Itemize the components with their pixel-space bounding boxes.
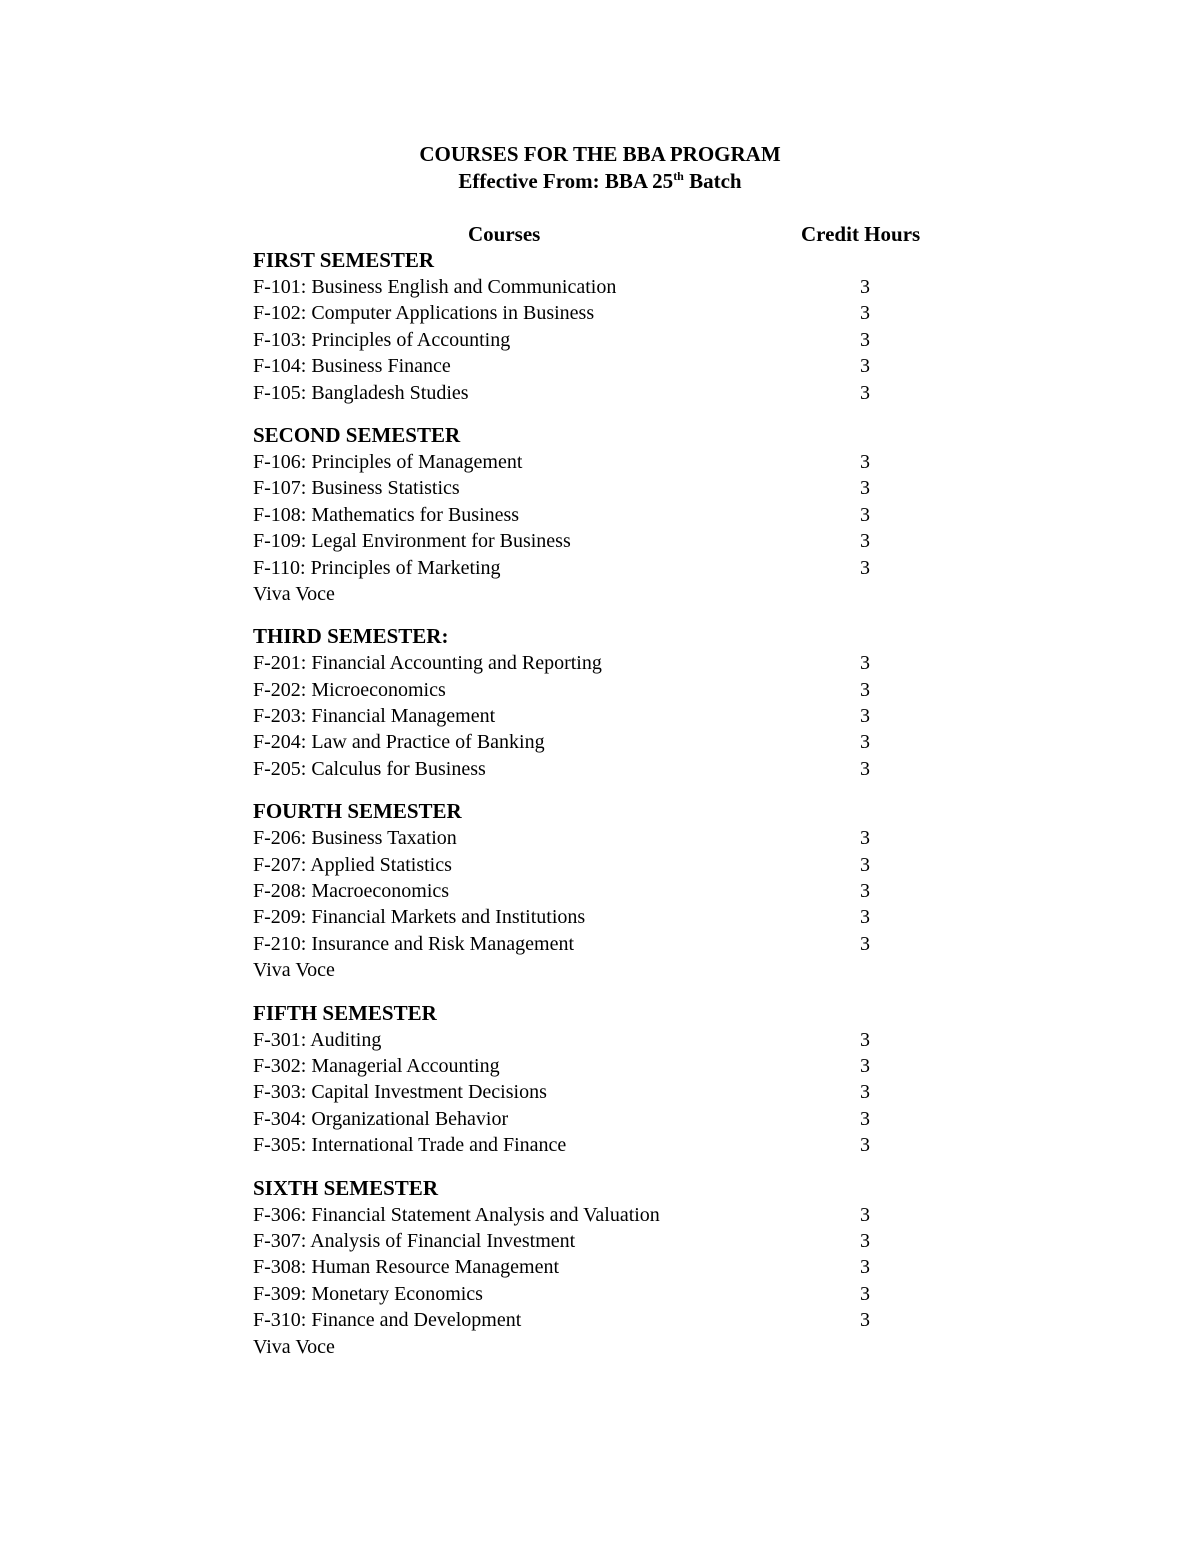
- course-credits: 3: [860, 1256, 870, 1279]
- course-name: F-207: Applied Statistics: [253, 853, 452, 876]
- course-credits: 3: [860, 827, 870, 850]
- course-name: F-103: Principles of Accounting: [253, 328, 511, 351]
- semester-sixth: [253, 1175, 953, 1360]
- semester-fifth: [253, 1000, 953, 1159]
- course-credits: 3: [860, 906, 870, 929]
- course-name: Viva Voce: [253, 959, 335, 982]
- course-name: F-304: Organizational Behavior: [253, 1107, 509, 1130]
- course-name: F-104: Business Finance: [253, 355, 451, 378]
- course-name: F-202: Microeconomics: [253, 678, 446, 701]
- course-row-viva-voce: [253, 1334, 953, 1360]
- course-name: F-110: Principles of Marketing: [253, 556, 501, 579]
- semester-title: SECOND SEMESTER: [253, 422, 461, 447]
- semester-first: [253, 247, 953, 406]
- document-header: [0, 141, 1200, 195]
- course-credits: 3: [860, 880, 870, 903]
- course-name: F-310: Finance and Development: [253, 1309, 522, 1332]
- course-row: [253, 1027, 953, 1053]
- semester-title: FIRST SEMESTER: [253, 248, 435, 272]
- course-name: F-205: Calculus for Business: [253, 757, 486, 780]
- course-row: [253, 677, 953, 703]
- course-row: [253, 449, 953, 475]
- course-name: F-302: Managerial Accounting: [253, 1054, 500, 1077]
- course-row: [253, 1307, 953, 1333]
- course-name: F-203: Financial Management: [253, 705, 496, 728]
- course-credits: 3: [860, 757, 870, 780]
- course-name: Viva Voce: [253, 1335, 335, 1358]
- course-row: [253, 1228, 953, 1254]
- course-row-viva-voce: [253, 957, 953, 983]
- course-credits: 3: [860, 1309, 870, 1332]
- course-name: F-308: Human Resource Management: [253, 1256, 560, 1279]
- course-name: F-301: Auditing: [253, 1028, 382, 1051]
- course-row: [253, 825, 953, 851]
- course-name: F-108: Mathematics for Business: [253, 503, 520, 526]
- course-row: [253, 852, 953, 878]
- semester-title: FOURTH SEMESTER: [253, 799, 462, 824]
- course-credits: 3: [860, 355, 870, 378]
- course-name: F-209: Financial Markets and Institutions: [253, 906, 586, 929]
- course-name: F-210: Insurance and Risk Management: [253, 932, 575, 955]
- course-name: F-204: Law and Practice of Banking: [253, 731, 545, 754]
- subtitle-suffix: Batch: [683, 169, 742, 193]
- course-row: [253, 931, 953, 957]
- course-name: F-107: Business Statistics: [253, 477, 460, 500]
- course-row: [253, 878, 953, 904]
- semester-second: [253, 422, 953, 607]
- semester-third: [253, 623, 953, 782]
- course-credits: 3: [860, 853, 870, 876]
- course-name: F-303: Capital Investment Decisions: [253, 1081, 547, 1104]
- course-row: [253, 502, 953, 528]
- course-credits: 3: [860, 530, 870, 553]
- course-name: F-102: Computer Applications in Business: [253, 302, 595, 325]
- course-row: [253, 353, 953, 379]
- course-row: [253, 327, 953, 353]
- course-row: [253, 528, 953, 554]
- course-credits: 3: [860, 731, 870, 754]
- course-name: F-101: Business English and Communication: [253, 276, 617, 298]
- course-row: [253, 1132, 953, 1158]
- course-credits: 3: [860, 381, 870, 404]
- course-name: F-105: Bangladesh Studies: [253, 381, 469, 404]
- course-name: F-309: Monetary Economics: [253, 1282, 483, 1305]
- column-header-credit-hours: Credit Hours: [801, 222, 921, 246]
- course-row: [253, 555, 953, 581]
- course-credits: 3: [860, 450, 870, 473]
- course-credits: 3: [860, 1282, 870, 1305]
- course-row: [253, 274, 953, 300]
- course-credits: 3: [860, 678, 870, 701]
- subtitle-prefix: Effective From: BBA 25: [458, 169, 674, 193]
- course-row: [253, 380, 953, 406]
- course-credits: 3: [860, 556, 870, 579]
- subtitle-ordinal: th: [673, 169, 684, 183]
- course-row: [253, 300, 953, 326]
- course-row: [253, 756, 953, 782]
- semester-title: FIFTH SEMESTER: [253, 1000, 437, 1025]
- course-row: [253, 1254, 953, 1280]
- course-row: [253, 1053, 953, 1079]
- course-credits: 3: [860, 302, 870, 325]
- course-row: [253, 703, 953, 729]
- course-credits: 3: [860, 276, 870, 298]
- course-row: [253, 904, 953, 930]
- course-name: F-208: Macroeconomics: [253, 880, 450, 903]
- course-row: [253, 729, 953, 755]
- semester-title: SIXTH SEMESTER: [253, 1175, 438, 1200]
- document-subtitle: [0, 168, 1200, 195]
- course-name: F-307: Analysis of Financial Investment: [253, 1229, 576, 1252]
- course-credits: 3: [860, 705, 870, 728]
- course-credits: 3: [860, 1134, 870, 1157]
- course-row: [253, 650, 953, 676]
- semester-fourth: [253, 798, 953, 983]
- course-name: F-106: Principles of Management: [253, 450, 523, 473]
- course-credits: 3: [860, 1028, 870, 1051]
- course-credits: 3: [860, 1229, 870, 1252]
- course-row: [253, 475, 953, 501]
- course-credits: 3: [860, 503, 870, 526]
- course-name: F-206: Business Taxation: [253, 827, 457, 850]
- course-credits: 3: [860, 1081, 870, 1104]
- course-name: F-109: Legal Environment for Business: [253, 530, 571, 553]
- semester-title: THIRD SEMESTER:: [253, 624, 449, 649]
- course-row: [253, 1106, 953, 1132]
- course-credits: 3: [860, 652, 870, 675]
- course-row-viva-voce: [253, 581, 953, 607]
- column-header-courses: Courses: [468, 222, 541, 246]
- course-name: F-201: Financial Accounting and Reporting: [253, 652, 602, 675]
- semester-list: [253, 247, 953, 1376]
- course-credits: 3: [860, 477, 870, 500]
- course-row: [253, 1202, 953, 1228]
- document-title: COURSES FOR THE BBA PROGRAM: [419, 142, 781, 166]
- course-name: Viva Voce: [253, 582, 335, 605]
- course-credits: 3: [860, 1203, 870, 1226]
- course-name: F-305: International Trade and Finance: [253, 1134, 567, 1157]
- course-row: [253, 1079, 953, 1105]
- course-row: [253, 1281, 953, 1307]
- course-credits: 3: [860, 1107, 870, 1130]
- course-credits: 3: [860, 932, 870, 955]
- course-credits: 3: [860, 1054, 870, 1077]
- course-name: F-306: Financial Statement Analysis and Valuation: [253, 1203, 660, 1226]
- course-credits: 3: [860, 328, 870, 351]
